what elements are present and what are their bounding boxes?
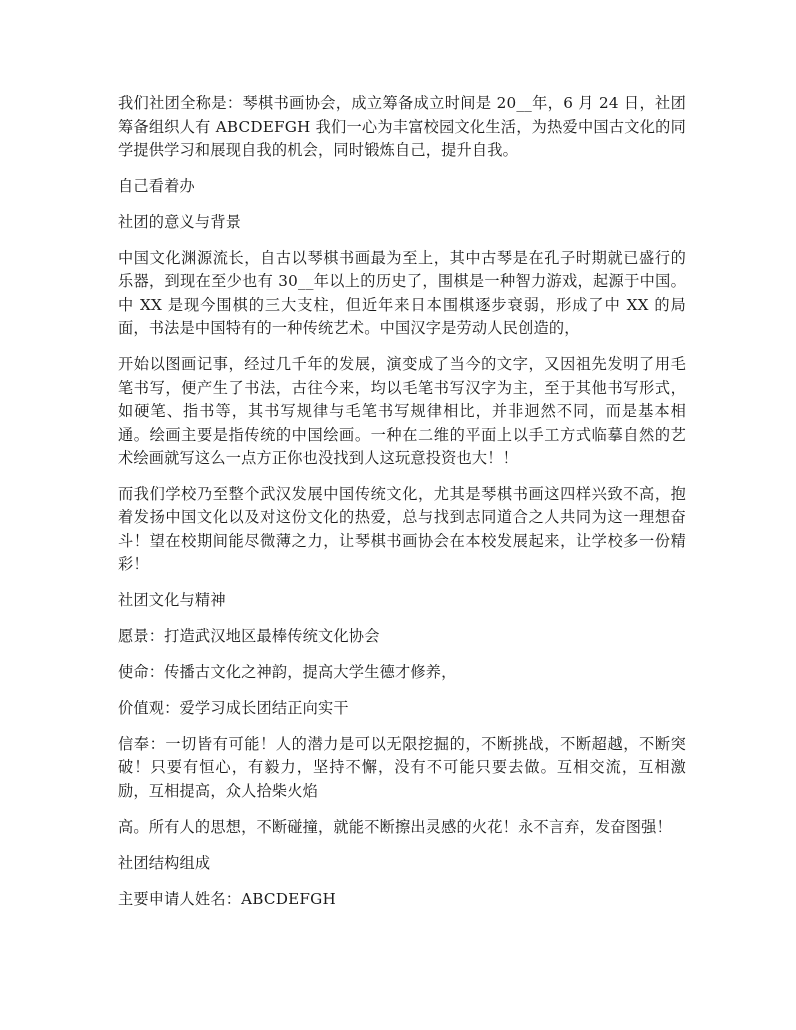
- document-body: [118, 92, 686, 923]
- mission-line: 使命：传播古文化之神韵，提高大学生德才修养，: [118, 663, 457, 682]
- section-heading-structure: 社团结构组成: [118, 853, 211, 872]
- applicant-line: 主要申请人姓名：ABCDEFGH: [118, 889, 336, 908]
- calligraphy-paragraph: 开始以图画记事，经过几千年的发展，演变成了当今的文字，又因祖先发明了用毛笔书写，便产生了书法，古往今来，均以毛笔书写汉字为主，至于其他书写形式，如硬笔、指书等，其书写规律与毛笔书写规律相比，并非迥然不同，而是基本相通。绘画主要是指传统的中国绘画。一种在二维的平面上以手工方式临摹自然的艺术绘画就写这么一点方正你也没找到人这玩意投资也大！！: [118, 355, 686, 468]
- belief-paragraph: 信奉：一切皆有可能！人的潜力是可以无限挖掘的，不断挑战，不断超越，不断突破！只要有恒心，有毅力，坚持不懈，没有不可能只要去做。互相交流，互相激励，互相提高，众人拾柴火焰: [118, 734, 686, 800]
- values-line: 价值观：爱学习成长团结正向实干: [118, 699, 349, 718]
- vision-line: 愿景：打造武汉地区最棒传统文化协会: [118, 627, 380, 646]
- section-heading-culture: 社团文化与精神: [118, 591, 226, 610]
- background-paragraph: 中国文化渊源流长，自古以琴棋书画最为至上，其中古琴是在孔子时期就已盛行的乐器，到现在至少也有 30__年以上的历史了，围棋是一种智力游戏，起源于中国。中 XX 是现今围棋的三大支柱，但近年来日本围棋逐步衰弱，形成了中 XX 的局面，书法是中国特有的一种传统艺术。中国汉字是劳动人民创造的，: [118, 248, 686, 338]
- belief-continuation: 高。所有人的思想，不断碰撞，就能不断擦出灵感的火花！永不言弃，发奋图强！: [118, 817, 672, 836]
- school-paragraph: 而我们学校乃至整个武汉发展中国传统文化，尤其是琴棋书画这四样兴致不高，抱着发扬中国文化以及对这份文化的热爱，总与找到志同道合之人共同为这一理想奋斗！望在校期间能尽微薄之力，让琴棋书画协会在本校发展起来，让学校多一份精彩！: [118, 484, 686, 574]
- section-heading-significance: 社团的意义与背景: [118, 212, 242, 231]
- intro-paragraph: 我们社团全称是：琴棋书画协会，成立筹备成立时间是 20__年，6 月 24 日，社团筹备组织人有 ABCDEFGH 我们一心为丰富校园文化生活，为热爱中国古文化的同学提供学习和展现自我的机会，同时锻炼自己，提升自我。: [118, 94, 686, 159]
- note-line: 自己看着办: [118, 176, 195, 195]
